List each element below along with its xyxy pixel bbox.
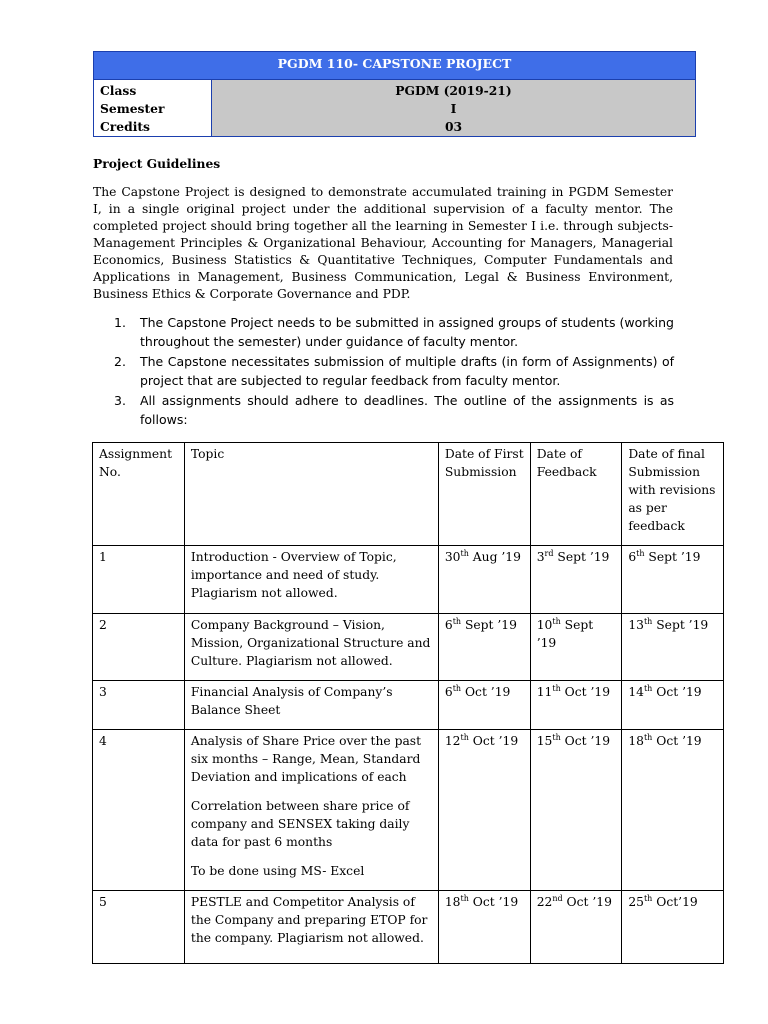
date-first-cell: 6th Oct ’19	[438, 681, 530, 730]
date-first-cell: 12th Oct ’19	[438, 730, 530, 891]
date-first-cell: 30th Aug ’19	[438, 546, 530, 614]
assignment-no-cell: 4	[93, 730, 185, 891]
table-row	[93, 546, 724, 614]
class-label: Class	[100, 83, 137, 98]
assignment-no-cell: 1	[93, 546, 185, 614]
topic-paragraph: Company Background – Vision, Mission, Organizational Structure and Culture. Plagiarism not allowed.	[190, 618, 431, 668]
header-assignment-no: Assignment No.	[93, 443, 185, 546]
semester-label: Semester	[100, 101, 165, 116]
date-feedback-cell: 22nd Oct ’19	[530, 891, 622, 964]
table-row	[93, 891, 724, 964]
date-feedback-cell: 3rd Sept ’19	[530, 546, 622, 614]
date-first-cell: 18th Oct ’19	[438, 891, 530, 964]
assignment-no-cell: 2	[93, 614, 185, 681]
header-feedback: Date of Feedback	[530, 443, 622, 546]
topic-paragraph: Correlation between share price of company and SENSEX taking daily data for past 6 months	[190, 799, 410, 849]
semester-value: I	[450, 101, 457, 116]
course-title: PGDM 110- CAPSTONE PROJECT	[94, 52, 695, 80]
table-row	[93, 681, 724, 730]
date-feedback-cell: 10th Sept ’19	[530, 614, 622, 681]
topic-cell	[184, 891, 438, 964]
date-feedback-cell: 11th Oct ’19	[530, 681, 622, 730]
date-feedback-cell: 15th Oct ’19	[530, 730, 622, 891]
topic-cell	[184, 614, 438, 681]
topic-paragraph: Introduction - Overview of Topic, importance and need of study. Plagiarism not allowed.	[190, 550, 397, 600]
table-row	[93, 730, 724, 891]
list-item: 3. All assignments should adhere to deadlines. The outline of the assignments is as follows:	[114, 393, 674, 427]
class-value: PGDM (2019-21)	[395, 83, 512, 98]
topic-paragraph: PESTLE and Competitor Analysis of the Company and preparing ETOP for the company. Plagiarism not allowed.	[190, 895, 428, 945]
credits-label: Credits	[100, 119, 150, 134]
table-row	[93, 614, 724, 681]
section-heading: Project Guidelines	[93, 156, 221, 171]
date-final-cell: 13th Sept ’19	[622, 614, 724, 681]
date-first-cell: 6th Sept ’19	[438, 614, 530, 681]
header-final-submission: Date of final Submission with revisions as per feedback	[622, 443, 724, 546]
topic-cell	[184, 681, 438, 730]
date-final-cell: 25th Oct’19	[622, 891, 724, 964]
topic-paragraph: Analysis of Share Price over the past six months – Range, Mean, Standard Deviation and implications of each	[190, 734, 422, 784]
assignments-table	[92, 442, 724, 964]
assignment-no-cell: 3	[93, 681, 185, 730]
course-info-labels	[94, 80, 212, 136]
list-item: 2. The Capstone necessitates submission of multiple drafts (in form of Assignments) of project that are subjected to regular feedback from faculty mentor.	[114, 354, 674, 388]
topic-paragraph: Financial Analysis of Company’s Balance Sheet	[190, 685, 393, 717]
guidelines-list	[114, 313, 674, 430]
credits-value: 03	[444, 119, 463, 134]
header-topic: Topic	[184, 443, 438, 546]
course-header-table	[93, 51, 696, 137]
table-header-row	[93, 443, 724, 546]
header-first-submission: Date of First Submission	[438, 443, 530, 546]
list-item: 1. The Capstone Project needs to be submitted in assigned groups of students (working throughout the semester) under guidance of faculty mentor.	[114, 315, 674, 349]
course-info-values	[212, 80, 695, 136]
date-final-cell: 6th Sept ’19	[622, 546, 724, 614]
topic-paragraph: To be done using MS- Excel	[190, 864, 365, 878]
date-final-cell: 14th Oct ’19	[622, 681, 724, 730]
assignment-no-cell: 5	[93, 891, 185, 964]
topic-cell	[184, 546, 438, 614]
date-final-cell: 18th Oct ’19	[622, 730, 724, 891]
topic-cell	[184, 730, 438, 891]
intro-paragraph: The Capstone Project is designed to demonstrate accumulated training in PGDM Semester I, in a single original project under the additional supervision of a faculty mentor. The completed project should bring together all the learning in Semester I i.e. through subjects-Management Principles & Organizational Behaviour, Accounting for Managers, Managerial Economics, Business Statistics & Quantitative Techniques, Computer Fundamentals and Applications in Management, Business Communication, Legal & Business Environment, Business Ethics & Corporate Governance and PDP.	[93, 185, 673, 301]
